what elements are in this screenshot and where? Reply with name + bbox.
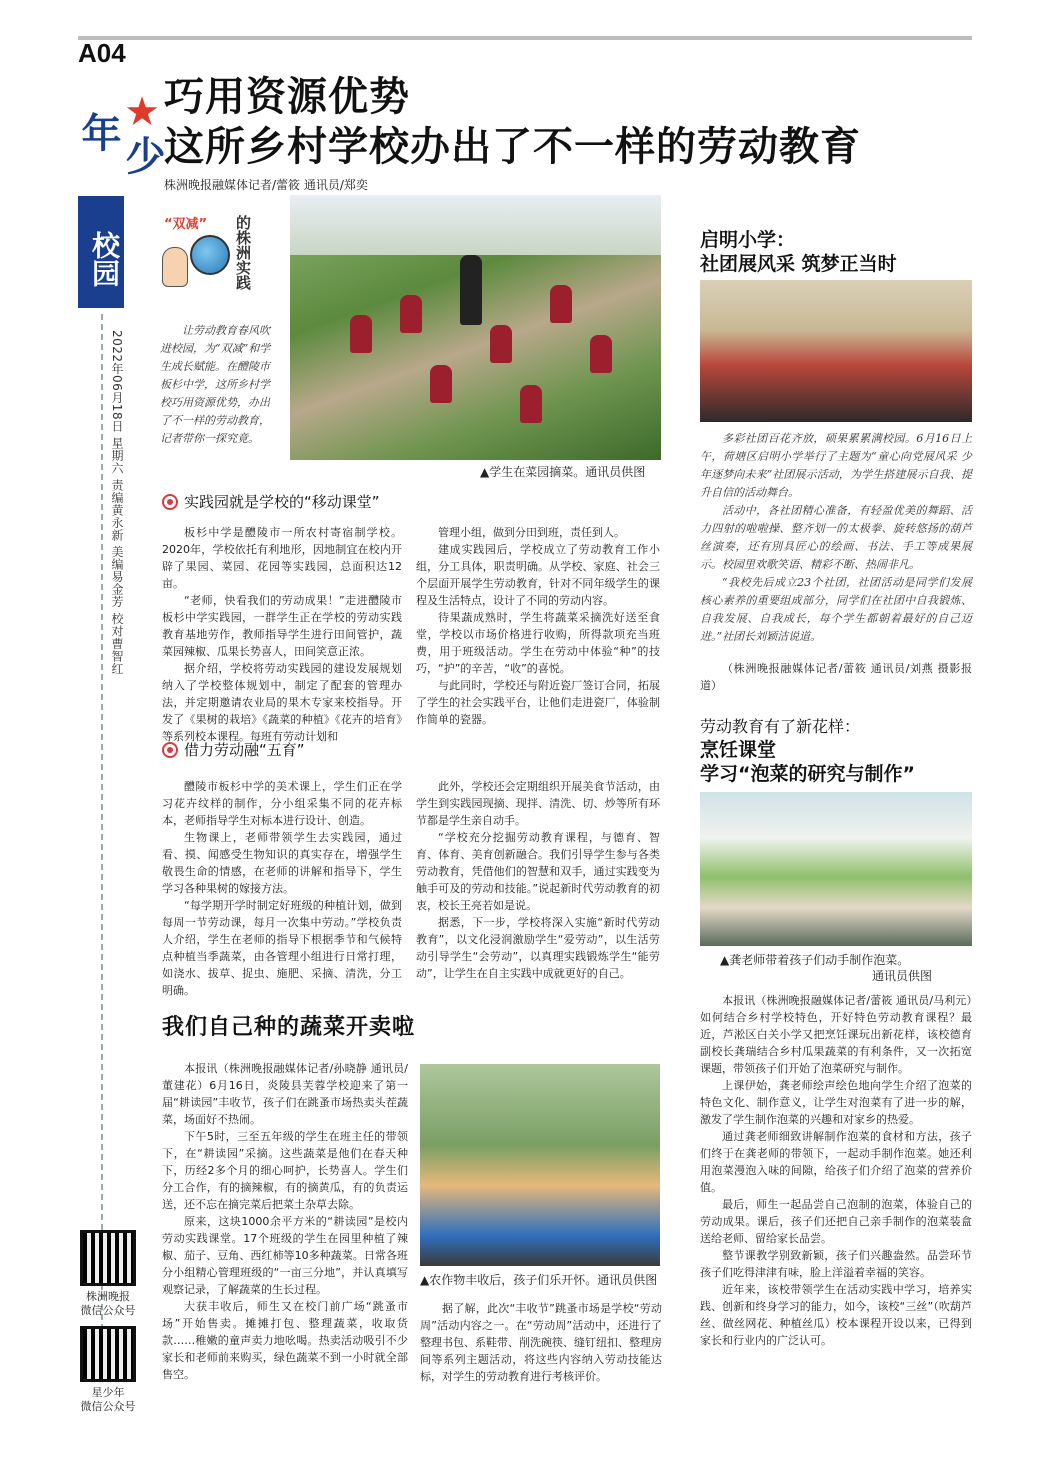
article-column: [162, 524, 402, 745]
article-column: [162, 778, 402, 999]
paragraph: 醴陵市板杉中学的美术课上，学生们正在学习花卉纹样的制作，分小组采集不同的花卉标本，老师指导学生对标本进行设计、创造。: [162, 780, 402, 827]
article-column: [162, 1060, 408, 1383]
brand-name: 少年: [75, 112, 165, 175]
qr-label-line: 微信公众号: [80, 1400, 136, 1413]
paragraph: “我校先后成立23个社团，社团活动是同学们发展核心素养的重要组成部分，同学们在社团中自我锻炼、自我发展、自我成长，每个学生都朝着最好的自己迈进。”社团长刘颖洁说道。: [700, 576, 972, 643]
globe-icon: [190, 235, 230, 275]
paragraph: “老师，快看我们的劳动成果！”走进醴陵市板杉中学实践园，一群学生正在学校的劳动实践教育基地劳作，教师指导学生进行田间管护，蔬菜园辣椒、瓜果长势喜人，田间笑意正浓。: [162, 594, 402, 658]
paragraph: 上课伊始，龚老师绘声绘色地向学生介绍了泡菜的特色文化、制作意义，让学生对泡菜有了进一步的解，激发了学生制作泡菜的兴趣和对家乡的热爱。: [700, 1079, 972, 1126]
paragraph: “每学期开学时制定好班级的种植计划，做到每周一节劳动课，每月一次集中劳动。”学校负责人介绍，学生在老师的指导下根据季节和气候特点种植当季蔬菜，由各管理小组进行日常打理，如浇水、拔草、捉虫、施肥、采摘、清洗，分工明确。: [162, 899, 402, 997]
paragraph: 整节课教学别致新颖，孩子们兴趣盎然。品尝环节孩子们吃得津津有味，脸上洋溢着幸福的笑容。: [700, 1249, 972, 1279]
dashed-divider: [101, 314, 103, 1374]
photo-caption: ▲农作物丰收后，孩子们乐开怀。通讯员供图: [420, 1273, 658, 1287]
paragraph: 大获丰收后，师生又在校门前广场“跳蚤市场”开始售卖。摊摊打包、整理蔬菜，收取货款……稚嫩的童声卖力地吆喝。热卖活动吸引不少家长和老师前来购买，绿色蔬菜不到一小时就全部售空。: [162, 1300, 408, 1381]
side1-title-line: 社团展风采 筑梦正当时: [700, 253, 897, 275]
paragraph: “学校充分挖掘劳动教育课程，与德育、智育、体育、美育创新融合。我们引导学生参与各类劳动教育，凭借他们的智慧和双手，通过实践变为触手可及的劳动和技能。”说起新时代劳动教育的初衷，校长王亮若如是说。: [416, 831, 660, 912]
side2-kicker: 劳动教育有了新花样：: [700, 717, 861, 736]
qr-code-zhuzhou[interactable]: [80, 1230, 136, 1286]
side2-body: [700, 992, 972, 1349]
photo-caption: ▲龚老师带着孩子们动手制作泡菜。: [720, 953, 910, 967]
paragraph: 生物课上，老师带领学生去实践园，通过看、摸、闻感受生物知识的真实存在，增强学生敬畏生命的情感，在老师的讲解和指导下，学生学习各种果树的嫁接方法。: [162, 831, 402, 895]
side1-credit: （株洲晚报融媒体记者/蕾筱 通讯员/刘燕 摄影报道）: [700, 662, 972, 692]
paragraph: 据了解，此次“丰收节”跳蚤市场是学校“劳动周”活动内容之一。在“劳动周”活动中，还进行了整理书包、系鞋带、削洗碗筷、缝钉纽扣、整理房间等系列主题活动，将这些内容纳入劳动技能达标，对学生的劳动教育进行考核评价。: [420, 1302, 662, 1383]
subhead-2: [162, 740, 305, 760]
qr-label-line: 微信公众号: [80, 1304, 136, 1317]
photo-harvest: [420, 1064, 660, 1266]
paragraph: 管理小组，做到分田到班，责任到人。: [438, 526, 625, 539]
subhead-text: 实践园就是学校的“移动课堂”: [184, 493, 380, 511]
qr-label-line: 星少年: [91, 1386, 125, 1399]
paragraph: 板杉中学是醴陵市一所农村寄宿制学校。2020年，学校依托有利地形，因地制宜在校内开辟了果园、菜园、花园等实践园，总面积达12亩。: [162, 526, 402, 590]
paragraph: 原来，这块1000余平方米的“耕读园”是校内劳动实践课堂。17个班级的学生在园里种植了辣椒、茄子、豆角、西红柿等10多种蔬菜。日常各班分小组精心管理班级的“一亩三分地”，并认真填写观察记录，了解蔬菜的生长过程。: [162, 1215, 408, 1296]
paragraph: 多彩社团百花齐放，硕果累累满校园。6月16日上午，荷塘区启明小学举行了主题为“童心向党展风采 少年逐梦向未来”社团展示活动，为学生搭建展示自我、提升自信的活动舞台。: [700, 432, 972, 499]
byline: 株洲晚报融媒体记者/蕾筱 通讯员/郑奕: [164, 178, 368, 192]
page-number: A04: [78, 38, 126, 68]
paragraph: 活动中，各社团精心准备，有轻盈优美的舞蹈、活力四射的啦啦操、整齐划一的太极拳、旋转悠扬的葫芦丝演奏，还有別具匠心的绘画、书法、手工等成果展示。校园里欢歌笑语、精彩不断、热闹非凡。: [700, 504, 972, 571]
paragraph: 本报讯（株洲晚报融媒体记者/孙晓静 通讯员/董建花）6月16日，炎陵县芙蓉学校迎来了第一届“耕读园”丰收节，孩子们在跳蚤市场热卖头茬蔬菜，场面好不热闹。: [162, 1062, 408, 1126]
side1-title: [700, 228, 897, 276]
qr-label-xingshaonian: [72, 1386, 144, 1414]
paragraph: 本报讯（株洲晚报融媒体记者/蕾筱 通讯员/马利元）如何结合乡村学校特色，开好特色劳动教育课程？最近，芦淞区白关小学又把烹饪课玩出新花样，该校德育副校长龚瑞结合乡村瓜果蔬菜的有利条件，又一次拓宽课题，带领孩子们开始了泡菜研究与制作。: [700, 994, 972, 1075]
qr-code-xingshaonian[interactable]: [80, 1326, 136, 1382]
photo-caption: ▲学生在菜园摘菜。通讯员供图: [480, 465, 646, 479]
dateline: 2022年06月18日 星期六 责编黄永新 美编易金芳 校对曹智红: [110, 330, 124, 675]
bullet-icon: [162, 742, 178, 758]
paragraph: 待果蔬成熟时，学生将蔬菜采摘洗好送至食堂，学校以市场价格进行收购，所得款项充当班费，用于班级活动。学生在劳动中体验“种”的技巧，“护”的辛苦，“收”的喜悦。: [416, 611, 660, 675]
student-illustration-icon: [162, 247, 188, 287]
intro-text: 让劳动教育春风吹进校园，为“双减”和学生成长赋能。在醴陵市板杉中学，这所乡村学校巧用资源优势，办出了不一样的劳动教育，记者带你一探究竟。: [160, 324, 271, 445]
paragraph: 最后，师生一起品尝自己泡制的泡菜，体验自己的劳动成果。课后，孩子们还把自己亲手制作的泡菜装盒送给老师、留给家长品尝。: [700, 1198, 972, 1245]
shuangjian-badge: [160, 213, 260, 303]
brand-logo: [75, 72, 165, 192]
brand-logo-text: [76, 72, 164, 192]
bullet-icon: [162, 494, 178, 510]
side1-body: [700, 430, 972, 646]
paragraph: 据悉，下一步，学校将深入实施“新时代劳动教育”，以文化浸润激励学生“爱劳动”，以生活劳动引导学生“会劳动”，以真理实践锻炼学生“能劳动”，让学生在自主实践中成就更好的自己。: [416, 916, 660, 980]
paragraph: 通过龚老师细致讲解制作泡菜的食材和方法，孩子们终于在龚老师的带领下，一起动手制作泡菜。她还利用泡菜漫泡入味的间隙，给孩子们介绍了泡菜的营养价值。: [700, 1130, 972, 1194]
paragraph: 与此同时，学校还与附近瓷厂签订合同，拓展了学生的社会实践平台，让他们走进瓷厂，体验制作简单的瓷器。: [416, 679, 660, 726]
headline-line2: 这所乡村学校办出了不一样的劳动教育: [164, 124, 861, 170]
side2-title-line: 烹饪课堂: [700, 739, 777, 761]
star-icon: ★: [119, 89, 165, 135]
photo-garden: [290, 195, 661, 460]
article-column: [420, 1300, 662, 1385]
qr-label-zhuzhou: [72, 1290, 144, 1318]
feature-label: “双减”: [164, 217, 208, 232]
article-column: [416, 524, 660, 728]
article-column: [416, 778, 660, 982]
paragraph: 近年来，该校带领学生在活动实践中学习，培养实践、创新和终身学习的能力，如今，该校“三丝”（吹葫芦丝、做丝网花、种植丝瓜）校本课程开设以来，已得到家长和行业内的广泛认可。: [700, 1283, 972, 1347]
top-rule: [78, 36, 972, 40]
side1-title-line: 启明小学：: [700, 229, 796, 251]
headline-line1: 巧用资源优势: [164, 74, 410, 120]
paragraph: 据介绍，学校将劳动实践园的建设发展规划纳入了学校整体规划中，制定了配套的管理办法，并定期邀请农业局的果木专家来校指导。开发了《果树的栽培》《蔬菜的种植》《花卉的培育》等系列校本课程。每班有劳动计划和: [162, 662, 402, 743]
paragraph: 下午5时，三至五年级的学生在班主任的带领下，在“耕读园”采摘。这些蔬菜是他们在春天种下，历经2多个月的细心呵护，长势喜人。学生们分工合作，有的摘辣椒，有的摘黄瓜，有的负责运送，还不忘在摘完菜后把菜土杂草去除。: [162, 1130, 408, 1211]
photo-credit: 通讯员供图: [872, 969, 933, 983]
subhead-text: 借力劳动融“五育”: [184, 741, 305, 759]
subhead-1: [162, 492, 380, 512]
side2-title-line: 学习“泡菜的研究与制作”: [700, 763, 915, 785]
paragraph: 此外，学校还会定期组织开展美食节活动，由学生到实践园现摘、现拌、清洗、切、炒等所有环节都是学生亲自动手。: [416, 780, 660, 827]
section-tag: 校园: [78, 196, 124, 308]
feature-title: 的株洲实践: [234, 215, 252, 290]
qr-label-line: 株洲晚报: [86, 1290, 130, 1303]
side2-title: [700, 738, 915, 786]
photo-club-performance: [700, 280, 972, 422]
headline: [164, 72, 861, 172]
story2-title: 我们自己种的蔬菜开卖啦: [162, 1015, 416, 1040]
photo-cooking-class: [700, 792, 972, 946]
paragraph: 建成实践园后，学校成立了劳动教育工作小组，分工具体，职责明确。从学校、家庭、社会三个层面开展学生劳动教育，针对不同年级学生的课程及生活特点，设计了不同的劳动内容。: [416, 543, 660, 607]
